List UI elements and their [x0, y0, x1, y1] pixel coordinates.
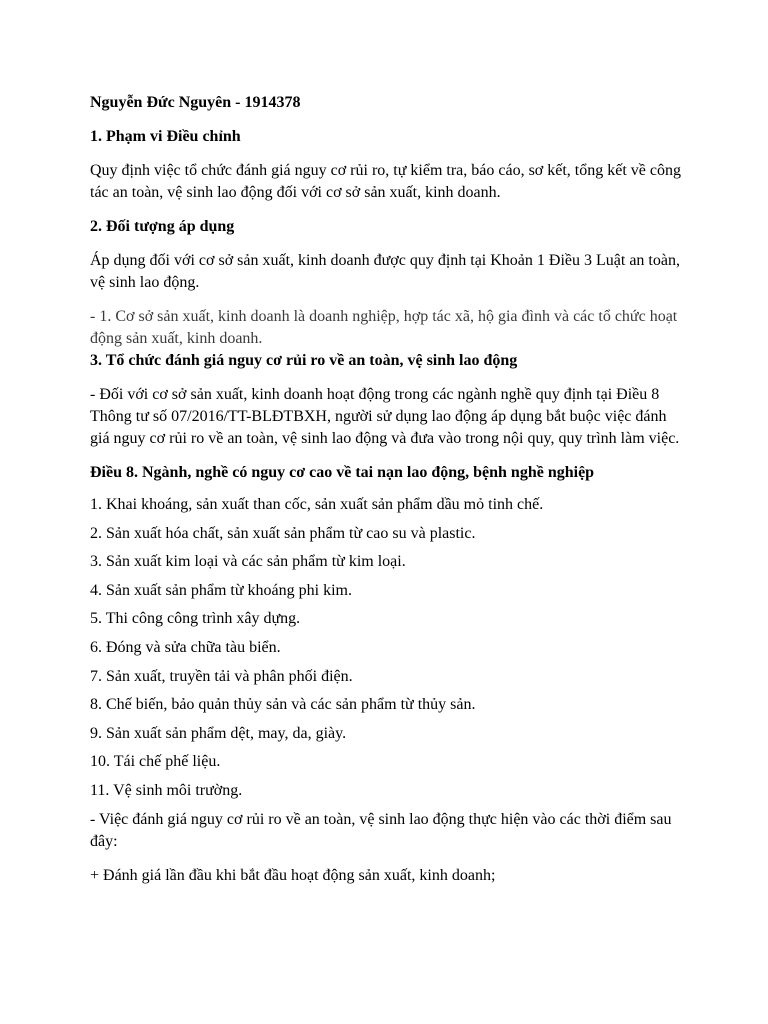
- list-item: 3. Sản xuất kim loại và các sản phẩm từ kim loại.: [90, 553, 406, 571]
- list-item: 5. Thi công công trình xây dựng.: [90, 610, 301, 628]
- timing-intro: - Việc đánh giá nguy cơ rủi ro về an toàn, vệ sinh lao động thực hiện vào các thời điểm sau đây:: [90, 810, 672, 850]
- article-8-heading: Điều 8. Ngành, nghề có nguy cơ cao về tai nạn lao động, bệnh nghề nghiệp: [90, 464, 595, 481]
- article-8-list: [90, 494, 690, 802]
- list-item: 4. Sản xuất sản phẩm từ khoáng phi kim.: [90, 581, 352, 599]
- list-item: 9. Sản xuất sản phẩm dệt, may, da, giày.: [90, 724, 347, 742]
- section-3-heading: 3. Tổ chức đánh giá nguy cơ rủi ro về an toàn, vệ sinh lao động: [90, 352, 518, 369]
- list-item: 2. Sản xuất hóa chất, sản xuất sản phẩm từ cao su và plastic.: [90, 524, 476, 542]
- list-item: 6. Đóng và sửa chữa tàu biển.: [90, 638, 281, 656]
- list-item: 1. Khai khoáng, sản xuất than cốc, sản xuất sản phẩm dầu mỏ tinh chế.: [90, 496, 544, 513]
- section-1-body: Quy định việc tổ chức đánh giá nguy cơ rủi ro, tự kiểm tra, báo cáo, sơ kết, tổng kết về công tác an toàn, vệ sinh lao động đối với cơ sở sản xuất, kinh doanh.: [90, 162, 681, 201]
- list-item: 11. Vệ sinh môi trường.: [90, 781, 243, 799]
- section-2-note: - 1. Cơ sở sản xuất, kinh doanh là doanh nghiệp, hợp tác xã, hộ gia đình và các tổ chức hoạt động sản xuất, kinh doanh.: [90, 308, 678, 347]
- section-1-heading: 1. Phạm vi Điều chỉnh: [90, 128, 241, 145]
- section-3-body: - Đối với cơ sở sản xuất, kinh doanh hoạt động trong các ngành nghề quy định tại Điều 8 Thông tư số 07/2016/TT-BLĐTBXH, người sử dụng lao động áp dụng bắt buộc việc đánh giá nguy cơ rủi ro về an toàn, vệ sinh lao động và đưa vào trong nội quy, quy trình làm việc.: [90, 386, 680, 447]
- section-2-body: Áp dụng đối với cơ sở sản xuất, kinh doanh được quy định tại Khoản 1 Điều 3 Luật an toàn, vệ sinh lao động.: [90, 252, 680, 291]
- list-item: 7. Sản xuất, truyền tải và phân phối điện.: [90, 667, 353, 685]
- section-2-heading: 2. Đối tượng áp dụng: [90, 218, 235, 235]
- list-item: 10. Tái chế phế liệu.: [90, 753, 221, 771]
- timing-first: + Đánh giá lần đầu khi bắt đầu hoạt động sản xuất, kinh doanh;: [90, 866, 496, 884]
- document-page: [90, 92, 690, 887]
- author-line: Nguyễn Đức Nguyên - 1914378: [90, 94, 301, 111]
- list-item: 8. Chế biến, bảo quản thủy sản và các sản phẩm từ thủy sản.: [90, 696, 476, 714]
